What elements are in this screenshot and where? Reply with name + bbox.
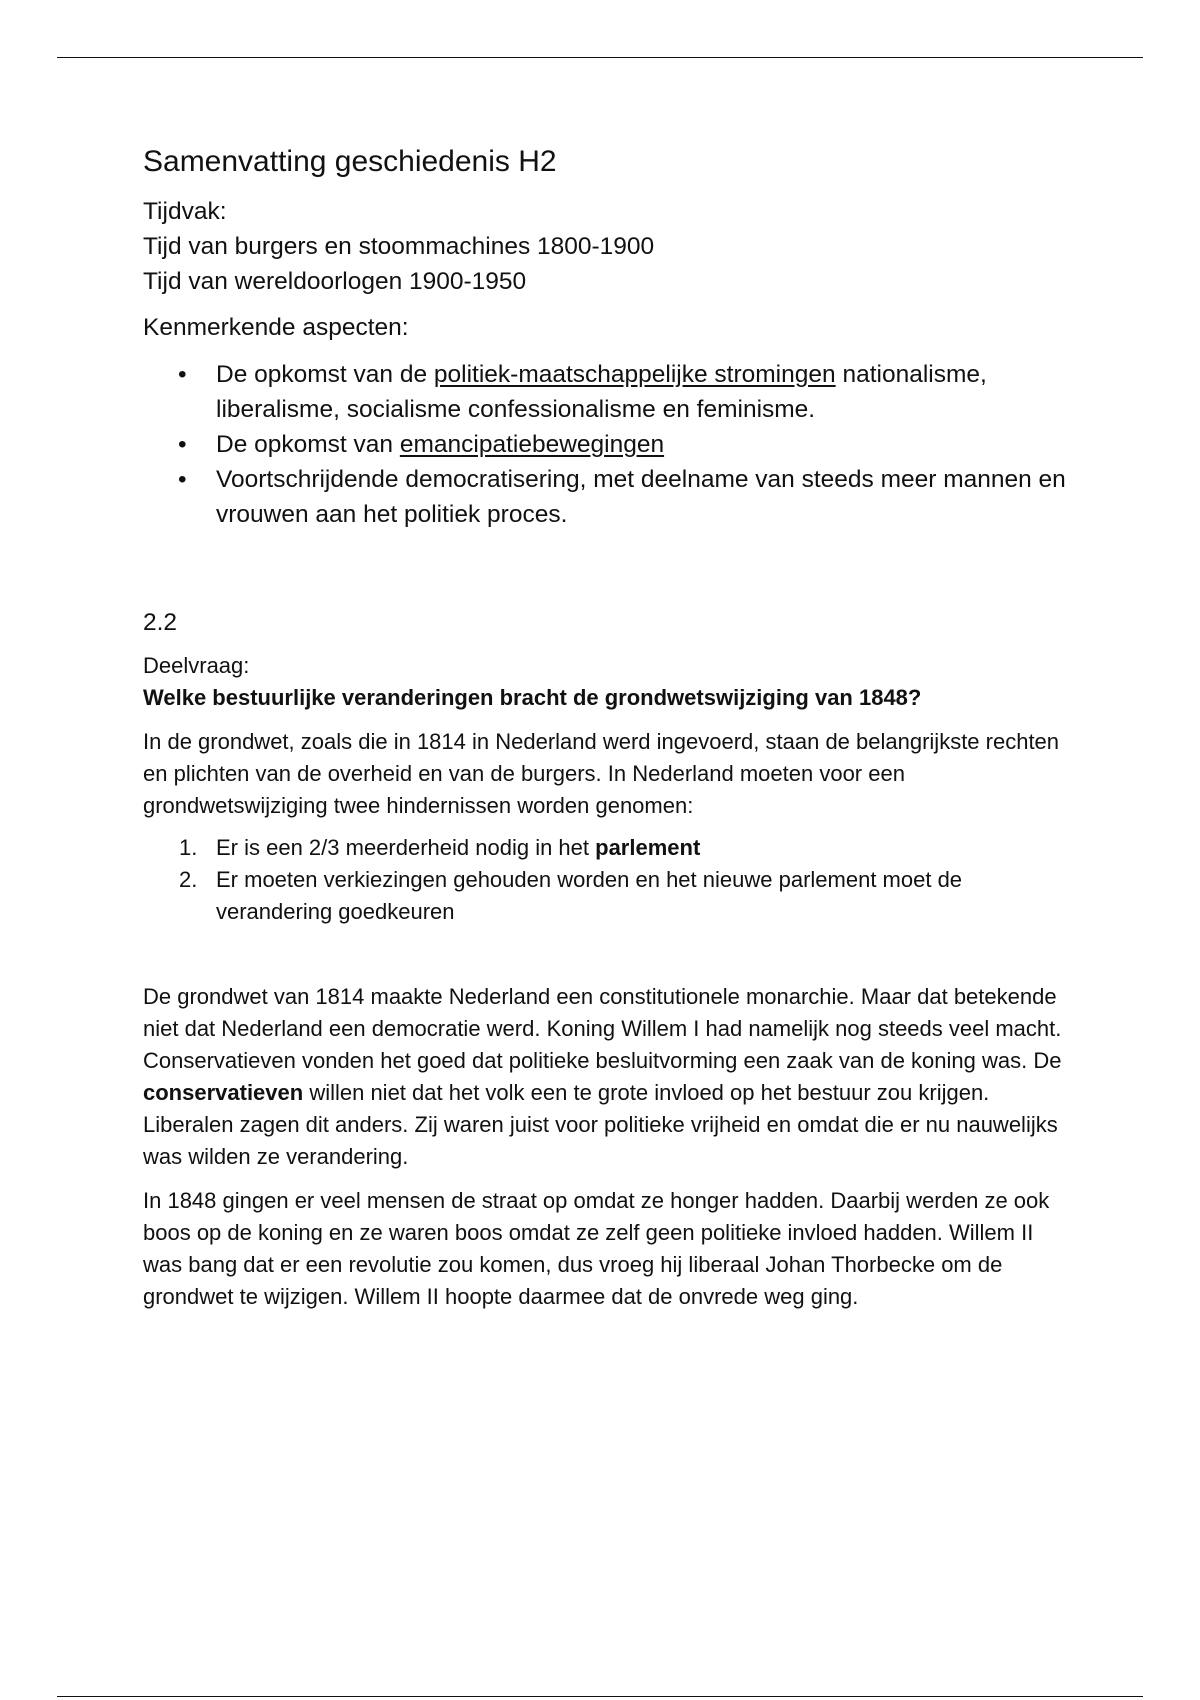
aspect-text: nationalisme, liberalisme, socialisme confessionalisme en feminisme.	[216, 361, 987, 423]
list-number: 1.	[179, 835, 198, 860]
aspect-text: De opkomst van de	[216, 361, 434, 388]
requirement-item	[143, 864, 1073, 928]
paragraph-1814: De grondwet van 1814 maakte Nederland een constitutionele monarchie. Maar dat betekende niet dat Nederland een democratie werd. Koning Willem I had namelijk nog steeds veel macht.	[143, 984, 1062, 1041]
aspects-list	[143, 357, 1073, 532]
requirement-item	[143, 832, 1073, 864]
aspect-item	[143, 462, 1073, 532]
aspect-text: De opkomst van	[216, 431, 400, 458]
bullet-icon: •	[178, 361, 187, 388]
paragraph-conservatives	[143, 1045, 1073, 1173]
bullet-icon: •	[178, 466, 187, 493]
deelvraag-label: Deelvraag:	[143, 653, 250, 678]
tijdvak-label: Tijdvak:	[143, 198, 227, 225]
aspect-item	[143, 357, 1073, 427]
requirements-list	[143, 832, 1073, 928]
list-number: 2.	[179, 867, 198, 892]
requirement-text: Er is een 2/3 meerderheid nodig in het	[216, 835, 596, 860]
aspect-underlined-term: emancipatiebewegingen	[399, 431, 665, 458]
paragraph-text: Conservatieven vonden het goed dat politieke besluitvorming een zaak van de koning was. De	[143, 1048, 1062, 1073]
requirement-bold-term: parlement	[595, 835, 701, 860]
document-title: Samenvatting geschiedenis H2	[143, 145, 557, 178]
tijdvak-item: Tijd van burgers en stoommachines 1800-1900	[143, 233, 655, 260]
aspect-text: Voortschrijdende democratisering, met deelname van steeds meer mannen en vrouwen aan het politiek proces.	[216, 466, 1066, 528]
aspect-underlined-term: politiek-maatschappelijke stromingen	[433, 361, 836, 388]
deelvraag-question: Welke bestuurlijke veranderingen bracht de grondwetswijziging van 1848?	[143, 685, 922, 710]
page-footer-rule	[57, 1696, 1143, 1697]
intro-paragraph: In de grondwet, zoals die in 1814 in Nederland werd ingevoerd, staan de belangrijkste rechten en plichten van de overheid en van de burgers. In Nederland moeten voor een grondwetswijziging twee hindernissen worden genomen:	[143, 729, 1060, 818]
paragraph-1848: In 1848 gingen er veel mensen de straat op omdat ze honger hadden. Daarbij werden ze ook boos op de koning en ze waren boos omdat ze zelf geen politieke invloed hadden. Willem II was bang dat er een revolutie zou komen, dus vroeg hij liberaal Johan Thorbecke om de grondwet te wijzigen. Willem II hoopte daarmee dat de onvrede weg ging.	[143, 1188, 1050, 1309]
requirement-text: Er moeten verkiezingen gehouden worden en het nieuwe parlement moet de verandering goedkeuren	[216, 867, 963, 924]
document-body	[143, 142, 1073, 1313]
page-header-rule	[57, 57, 1143, 58]
bold-term: conservatieven	[143, 1080, 304, 1105]
aspect-item	[143, 427, 1073, 462]
aspects-label: Kenmerkende aspecten:	[143, 314, 409, 341]
section-number: 2.2	[143, 609, 178, 636]
bullet-icon: •	[178, 431, 187, 458]
tijdvak-item: Tijd van wereldoorlogen 1900-1950	[143, 268, 527, 295]
paragraph-text: willen niet dat het volk een te grote invloed op het bestuur zou krijgen. Liberalen zagen dit anders. Zij waren juist voor politieke vrijheid en omdat die er nu nauwelijks was wilden ze verandering.	[143, 1080, 1058, 1169]
